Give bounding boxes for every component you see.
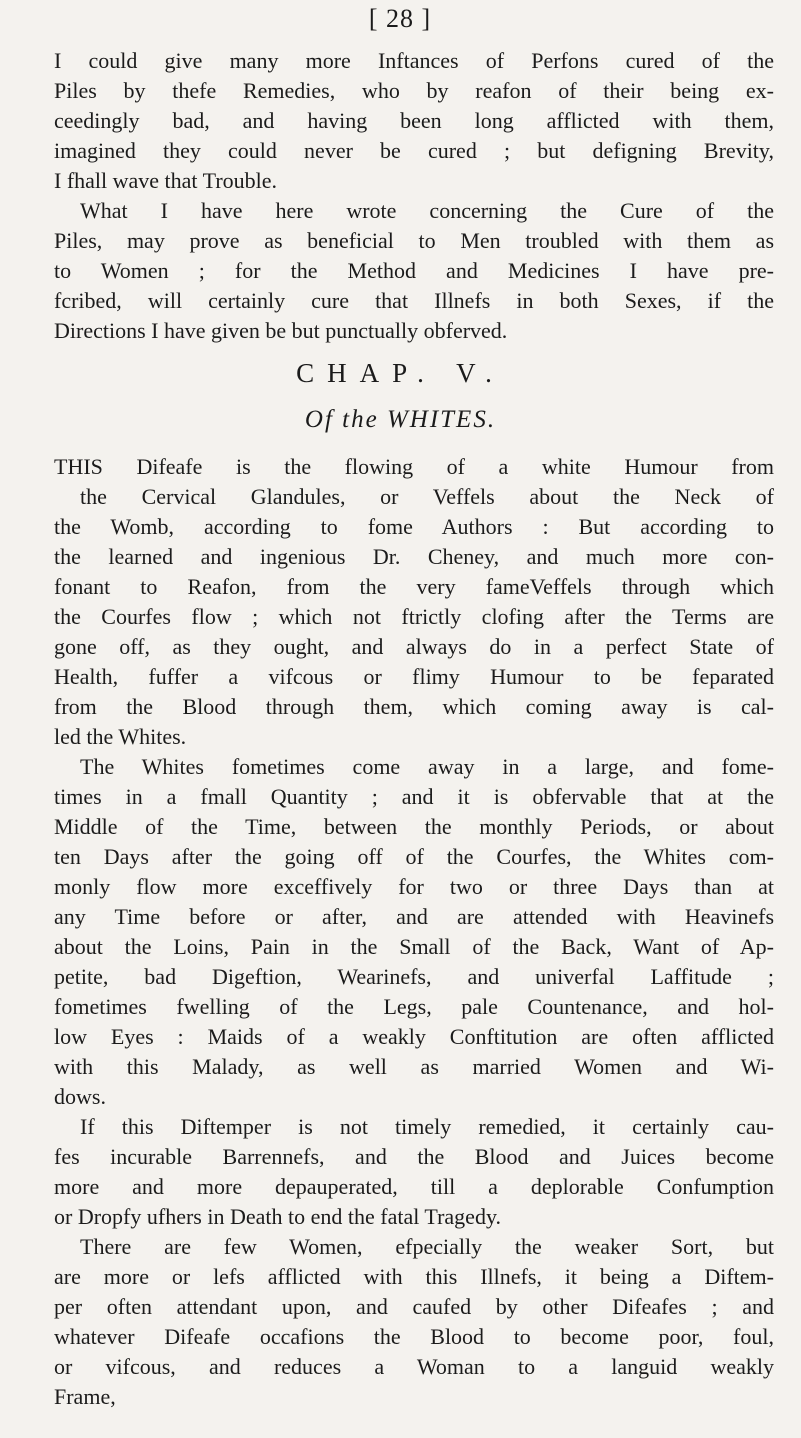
paragraph-1 [54,46,774,196]
text-line: What I have here wrote concerning the Cure of the [80,198,774,223]
text-line: about the Loins, Pain in the Small of the Back, Want of Ap- [54,934,774,959]
text-line: with this Malady, as well as married Women and Wi- [54,1054,774,1079]
text-line: the Cervical Glandules, or Veffels about the Neck of [80,484,774,509]
text-line: dows. [54,1084,106,1109]
text-line: Piles, may prove as beneficial to Men troubled with them as [54,228,774,253]
text-line: or Dropfy ufhers in Death to end the fatal Tragedy. [54,1204,502,1229]
text-line: imagined they could never be cured ; but defigning Brevity, [54,138,774,163]
chapter-heading: CHAP. V. [296,358,505,388]
text-line: fometimes fwelling of the Legs, pale Countenance, and hol- [54,994,774,1019]
text-line: I fhall wave that Trouble. [54,168,278,193]
text-line: There are few Women, efpecially the weaker Sort, but [80,1234,774,1259]
text-line: low Eyes : Maids of a weakly Conftitution are often afflicted [54,1024,774,1049]
text-line: Health, fuffer a vifcous or flimy Humour to be feparated [54,664,774,689]
paragraph-3 [54,452,774,752]
text-line: ten Days after the going off of the Courfes, the Whites com- [54,844,774,869]
text-line: times in a fmall Quantity ; and it is obfervable that at the [54,784,774,809]
text-line: petite, bad Digeftion, Wearinefs, and univerfal Laffitude ; [54,964,774,989]
text-line: gone off, as they ought, and always do in a perfect State of [54,634,774,659]
page-number: [ 28 ] [368,4,432,33]
text-line: to Women ; for the Method and Medicines I have pre- [54,258,774,283]
text-line: the Womb, according to fome Authors : But according to [54,514,774,539]
text-line: whatever Difeafe occafions the Blood to become poor, foul, [54,1324,774,1349]
text-line: If this Diftemper is not timely remedied, it certainly cau- [80,1114,774,1139]
text-line: more and more depauperated, till a deplorable Confumption [54,1174,774,1199]
text-line: or vifcous, and reduces a Woman to a languid weakly [54,1354,774,1379]
paragraph-2 [54,196,774,346]
chapter-subtitle: Of the WHITES. [304,406,497,433]
text-line: the Courfes flow ; which not ftrictly clofing after the Terms are [54,604,774,629]
text-line: per often attendant upon, and caufed by other Difeafes ; and [54,1294,774,1319]
text-line: fcribed, will certainly cure that Illnefs in both Sexes, if the [54,288,774,313]
text-line: THIS Difeafe is the flowing of a white Humour from [54,454,774,479]
text-line: the learned and ingenious Dr. Cheney, and much more con- [54,544,774,569]
text-line: fes incurable Barrennefs, and the Blood and Juices become [54,1144,774,1169]
paragraph-5 [54,1112,774,1232]
text-line: I could give many more Inftances of Perfons cured of the [54,48,774,73]
text-line: Piles by thefe Remedies, who by reafon of their being ex- [54,78,774,103]
paragraph-4 [54,752,774,1112]
text-line: The Whites fometimes come away in a large, and fome- [80,754,774,779]
text-line: ceedingly bad, and having been long afflicted with them, [54,108,774,133]
text-line: Directions I have given be but punctually obferved. [54,318,508,343]
text-line: any Time before or after, and are attended with Heavinefs [54,904,774,929]
text-line: Middle of the Time, between the monthly Periods, or about [54,814,774,839]
text-line: from the Blood through them, which coming away is cal- [54,694,774,719]
text-line: Frame, [54,1384,116,1409]
text-line: led the Whites. [54,724,187,749]
text-line: monly flow more exceffively for two or three Days than at [54,874,774,899]
paragraph-6 [54,1232,774,1412]
text-line: are more or lefs afflicted with this Illnefs, it being a Diftem- [54,1264,774,1289]
text-line: fonant to Reafon, from the very fameVeffels through which [54,574,774,599]
